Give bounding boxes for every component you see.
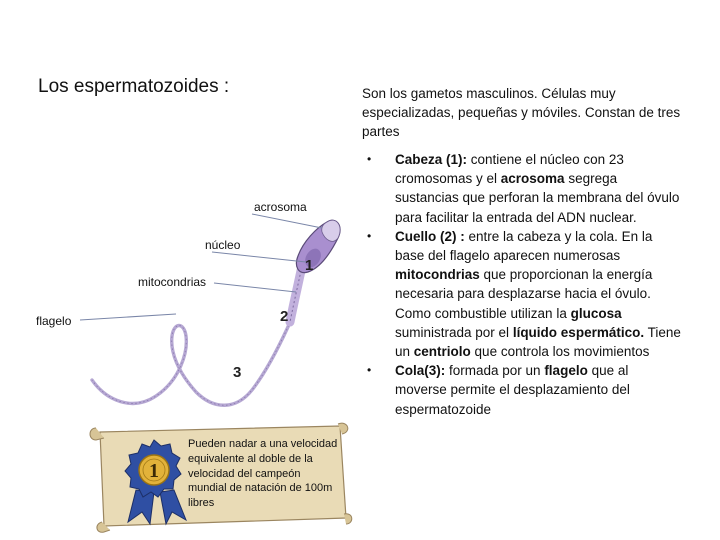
bullet-text: que al moverse permite el desplazamiento del espermatozoide xyxy=(395,363,630,417)
number-3: 3 xyxy=(233,364,242,381)
label-mitocondrias: mitocondrias xyxy=(138,275,207,289)
bullet-keyword: acrosoma xyxy=(500,171,565,187)
leader-flagelo xyxy=(80,314,176,320)
label-acrosoma: acrosoma xyxy=(254,200,307,214)
leader-nucleo xyxy=(212,252,306,262)
leader-acrosoma xyxy=(252,214,322,228)
intro-text: Son los gametos masculinos. Células muy especializadas, pequeñas y móviles. Constan de tres partes xyxy=(362,86,681,139)
fact-note: Pueden nadar a una velocidad equivalente al doble de la velocidad del campeón mundial de natación de 100m libres xyxy=(188,438,338,510)
bullet-text: formada por un xyxy=(445,363,545,379)
bullet-text: Tiene un xyxy=(395,324,681,360)
bullet-text: contiene el núcleo con 23 cromosomas y el xyxy=(395,152,624,187)
bullet-keyword: glucosa xyxy=(570,305,622,321)
label-flagelo: flagelo xyxy=(36,314,72,328)
label-nucleo: núcleo xyxy=(205,238,241,252)
page-title: Los espermatozoides : xyxy=(38,76,230,97)
number-1: 1 xyxy=(305,257,314,274)
bullet-keyword: líquido espermático. xyxy=(512,324,645,340)
ribbon-number: 1 xyxy=(149,460,159,482)
flagellum xyxy=(92,318,292,405)
bullet-keyword: flagelo xyxy=(544,363,588,379)
bullet-text: que proporcionan la energía necesaria para desplazarse hacia el óvulo. Como combustible utilizan la xyxy=(395,267,653,321)
bullet-keyword: centriolo xyxy=(413,344,471,360)
bullet-text: suministrada por el xyxy=(395,324,513,340)
leader-mitocondrias xyxy=(214,283,296,292)
number-2: 2 xyxy=(280,308,289,325)
bullet-text: que controla los movimientos xyxy=(470,344,650,360)
bullet-head: Cola(3): xyxy=(395,363,446,379)
bullet-text: entre la cabeza y la cola. En la base del flagelo aparecen numerosas xyxy=(395,228,653,264)
bullet-keyword: mitocondrias xyxy=(395,267,480,283)
bullet-text: segrega sustancias que perforan la membrana del óvulo para facilitar la entrada del ADN nuclear. xyxy=(395,171,680,225)
bullet-head: Cuello (2) : xyxy=(395,228,465,244)
bullet-head: Cabeza (1): xyxy=(395,152,468,167)
